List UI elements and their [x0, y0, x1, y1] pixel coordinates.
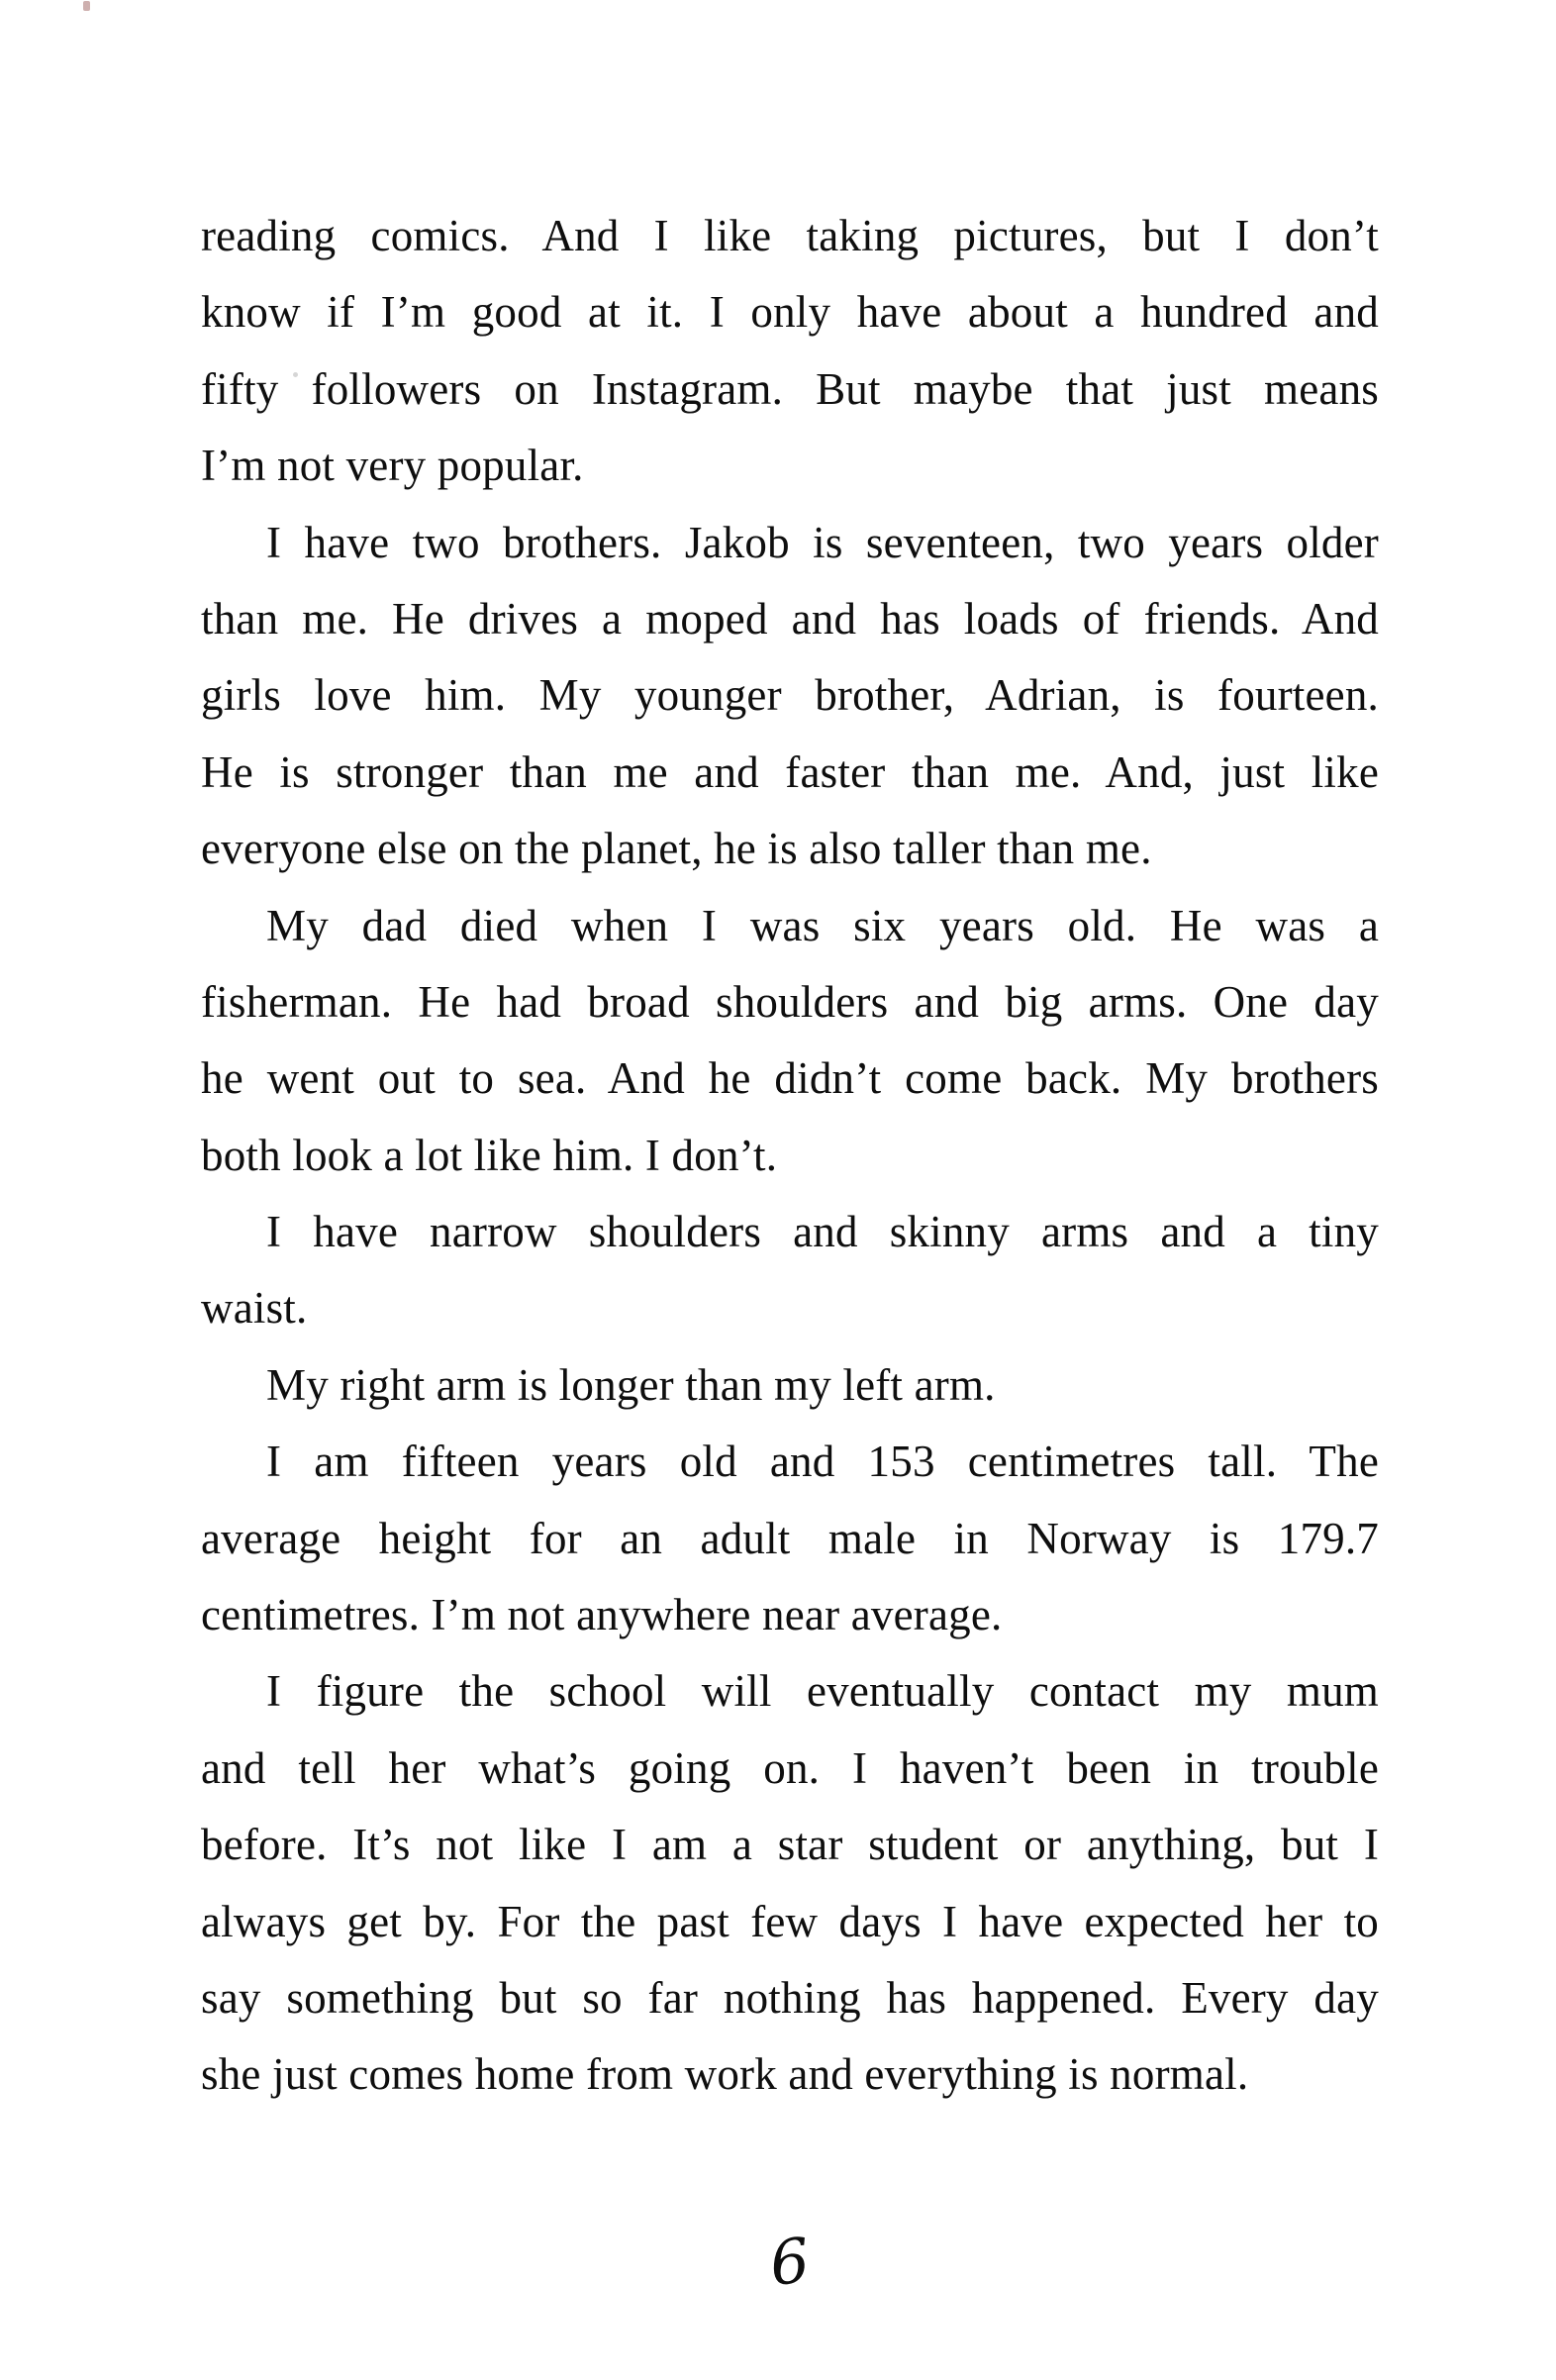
- text-line: average height for an adult male in Norway is 179.7: [201, 1513, 1379, 1563]
- text-line: everyone else on the planet, he is also taller than me.: [201, 824, 1152, 874]
- text-line: girls love him. My younger brother, Adrian, is fourteen.: [201, 670, 1379, 721]
- text-line: say something but so far nothing has happened. Every day: [201, 1972, 1379, 2023]
- text-line: before. It’s not like I am a star student or anything, but I: [201, 1820, 1379, 1870]
- text-line: I am fifteen years old and 153 centimetres tall. The: [266, 1437, 1379, 1487]
- page-number-numeral: 6: [766, 2224, 814, 2300]
- text-line: he went out to sea. And he didn’t come back. My brothers: [201, 1053, 1379, 1104]
- text-line: both look a lot like him. I don’t.: [201, 1130, 778, 1180]
- text-line: My dad died when I was six years old. He was a: [266, 900, 1379, 950]
- text-line: she just comes home from work and everything is normal.: [201, 2049, 1249, 2100]
- text-line: I’m not very popular.: [201, 441, 584, 491]
- text-line: I have narrow shoulders and skinny arms and a tiny: [266, 1207, 1379, 1257]
- page-text: [201, 198, 1379, 2114]
- text-line: centimetres. I’m not anywhere near average.: [201, 1590, 1003, 1640]
- page-number: [201, 2226, 1379, 2298]
- text-line: waist.: [201, 1283, 308, 1334]
- text-line: reading comics. And I like taking pictures, but I don’t: [201, 211, 1379, 260]
- text-line: fisherman. He had broad shoulders and big arms. One day: [201, 976, 1379, 1027]
- text-line: My right arm is longer than my left arm.: [266, 1359, 996, 1410]
- text-line: than me. He drives a moped and has loads of friends. And: [201, 593, 1379, 644]
- scan-dust-speck: [83, 1, 90, 11]
- text-line: I figure the school will eventually contact my mum: [266, 1666, 1379, 1717]
- text-line: and tell her what’s going on. I haven’t been in trouble: [201, 1742, 1379, 1793]
- text-line: always get by. For the past few days I have expected her to: [201, 1896, 1379, 1946]
- text-line: I have two brothers. Jakob is seventeen, two years older: [266, 517, 1379, 567]
- text-line: He is stronger than me and faster than me. And, just like: [201, 746, 1379, 797]
- text-line: fifty followers on Instagram. But maybe that just means: [201, 363, 1379, 414]
- text-line: know if I’m good at it. I only have about a hundred and: [201, 287, 1379, 338]
